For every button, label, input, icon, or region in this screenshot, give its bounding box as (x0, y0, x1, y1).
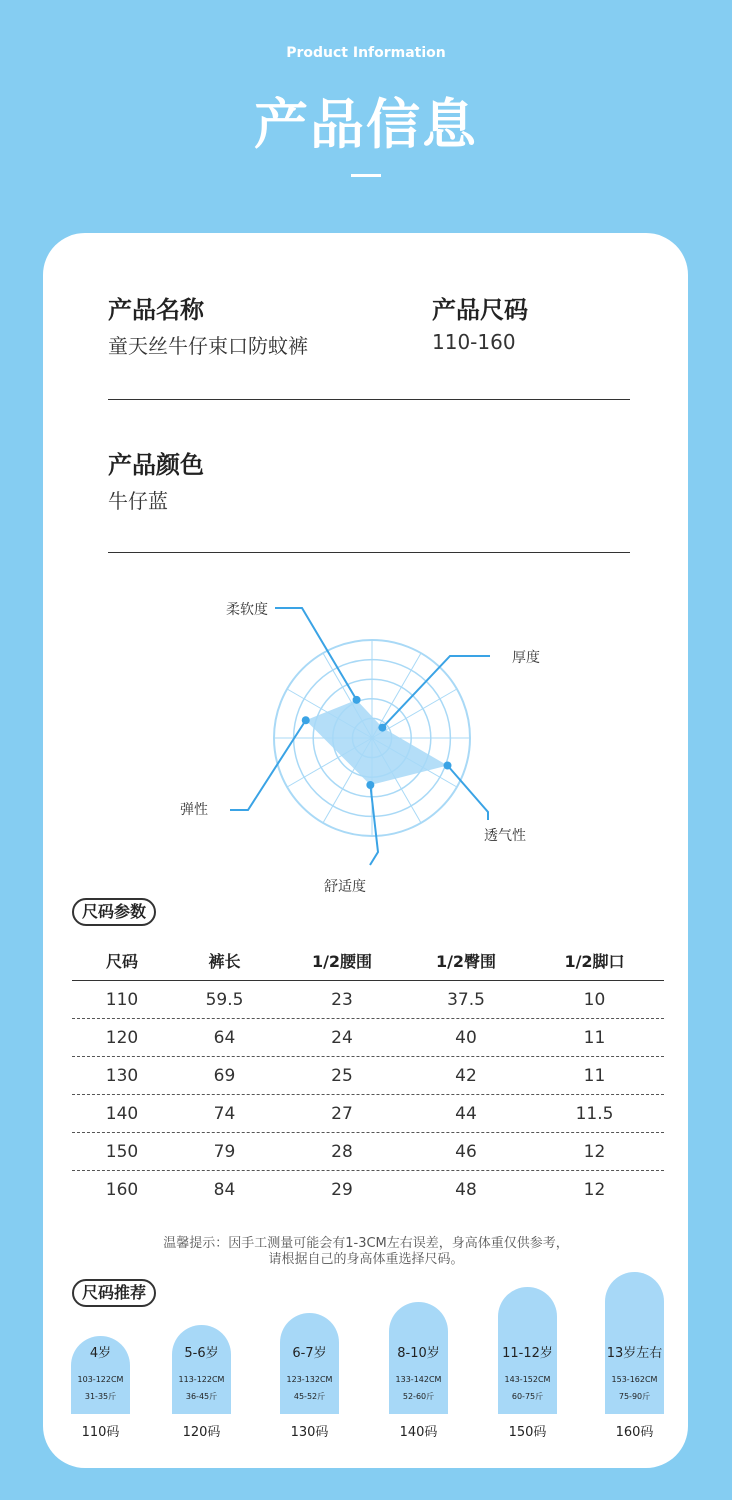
table-row (72, 1133, 664, 1171)
table-cell: 160 (105, 1179, 139, 1200)
table-cell: 140 (105, 1103, 139, 1124)
height-range: 103-122CM (77, 1375, 124, 1384)
table-cell: 25 (331, 1065, 353, 1086)
radar-point (353, 696, 361, 704)
table-cell: 11 (583, 1027, 606, 1048)
product-color-label: 产品颜色 (108, 451, 204, 479)
radar-point (378, 724, 386, 732)
table-cell: 24 (331, 1027, 353, 1048)
size-recommend-card (605, 1272, 664, 1414)
radar-label: 厚度 (512, 650, 540, 666)
age-label: 13岁左右 (606, 1346, 663, 1361)
table-cell: 12 (583, 1179, 606, 1200)
table-row (72, 1171, 664, 1208)
divider-1 (108, 399, 630, 400)
height-range: 123-132CM (286, 1375, 333, 1384)
table-cell: 84 (213, 1179, 236, 1200)
radar-point (302, 716, 310, 724)
radar-label: 柔软度 (226, 602, 268, 618)
height-range: 133-142CM (395, 1375, 442, 1384)
product-size-value: 110-160 (432, 330, 516, 354)
radar-area (306, 700, 448, 785)
table-cell: 46 (455, 1141, 477, 1162)
table-cell: 130 (105, 1065, 139, 1086)
table-cell: 23 (331, 989, 353, 1010)
table-row (72, 1019, 664, 1057)
size-recommend-card (172, 1325, 231, 1414)
table-cell: 10 (583, 989, 606, 1010)
header-cell: 1/2臀围 (435, 951, 497, 971)
table-cell: 11 (583, 1065, 606, 1086)
weight-range: 75-90斤 (618, 1392, 651, 1401)
table-cell: 110 (105, 989, 139, 1010)
table-cell: 29 (331, 1179, 353, 1200)
size-label: 150码 (508, 1425, 547, 1440)
age-label: 6-7岁 (292, 1346, 327, 1361)
table-cell: 48 (455, 1179, 477, 1200)
table-cell: 44 (455, 1103, 477, 1124)
product-name-value: 童天丝牛仔束口防蚊裤 (108, 334, 308, 358)
age-label: 5-6岁 (184, 1346, 219, 1361)
table-row (72, 981, 664, 1019)
header-en-title: Product Information (286, 45, 446, 61)
table-cell: 11.5 (575, 1103, 614, 1124)
table-row (72, 1095, 664, 1133)
size-recommend-card (498, 1287, 557, 1414)
size-label: 110码 (81, 1425, 120, 1440)
product-color-value: 牛仔蓝 (108, 489, 168, 513)
age-label: 11-12岁 (502, 1346, 553, 1361)
height-range: 113-122CM (178, 1375, 225, 1384)
size-table (72, 940, 664, 1208)
table-cell: 74 (213, 1103, 236, 1124)
age-label: 4岁 (89, 1346, 112, 1361)
size-recommend-title: 尺码推荐 (72, 1279, 156, 1307)
radar-point (366, 781, 374, 789)
measure-note (0, 1236, 732, 1268)
age-label: 8-10岁 (397, 1346, 440, 1361)
radar-chart (150, 590, 590, 900)
weight-range: 36-45斤 (185, 1392, 218, 1401)
table-cell: 120 (105, 1027, 139, 1048)
weight-range: 45-52斤 (293, 1392, 326, 1401)
size-recommend-card (71, 1336, 130, 1414)
height-range: 153-162CM (611, 1375, 658, 1384)
product-size-label: 产品尺码 (432, 296, 528, 324)
divider-2 (108, 552, 630, 553)
table-cell: 59.5 (205, 989, 244, 1010)
table-cell: 42 (455, 1065, 477, 1086)
weight-range: 31-35斤 (84, 1392, 117, 1401)
size-recommend-card (280, 1313, 339, 1414)
table-cell: 64 (213, 1027, 236, 1048)
table-cell: 12 (583, 1141, 606, 1162)
table-cell: 40 (455, 1027, 477, 1048)
table-cell: 27 (331, 1103, 353, 1124)
table-row (72, 1057, 664, 1095)
header-cell: 1/2腰围 (311, 951, 373, 971)
size-params-title: 尺码参数 (72, 898, 156, 926)
note-line-2: 请根据自己的身高体重选择尺码。 (268, 1252, 464, 1267)
size-recommend-card (389, 1302, 448, 1414)
table-cell: 69 (213, 1065, 236, 1086)
size-label: 120码 (182, 1425, 221, 1440)
radar-label: 舒适度 (324, 879, 366, 895)
table-cell: 28 (331, 1141, 353, 1162)
table-header (72, 940, 664, 981)
size-label: 140码 (399, 1425, 438, 1440)
header-title: 产品信息 (254, 93, 478, 156)
weight-range: 60-75斤 (511, 1392, 544, 1401)
radar-label: 透气性 (484, 828, 526, 844)
table-cell: 150 (105, 1141, 139, 1162)
product-name-label: 产品名称 (108, 296, 204, 324)
header-cell: 尺码 (105, 951, 138, 971)
header-cell: 1/2脚口 (564, 951, 625, 971)
size-label: 160码 (615, 1425, 654, 1440)
radar-label: 弹性 (180, 802, 208, 818)
weight-range: 52-60斤 (402, 1392, 435, 1401)
size-label: 130码 (290, 1425, 329, 1440)
header-divider (351, 174, 381, 177)
height-range: 143-152CM (504, 1375, 551, 1384)
table-cell: 79 (213, 1141, 236, 1162)
note-line-1: 温馨提示：因手工测量可能会有1-3CM左右误差，身高体重仅供参考， (163, 1236, 569, 1251)
radar-point (444, 761, 452, 769)
header-cell: 裤长 (208, 951, 241, 971)
table-cell: 37.5 (447, 989, 485, 1010)
